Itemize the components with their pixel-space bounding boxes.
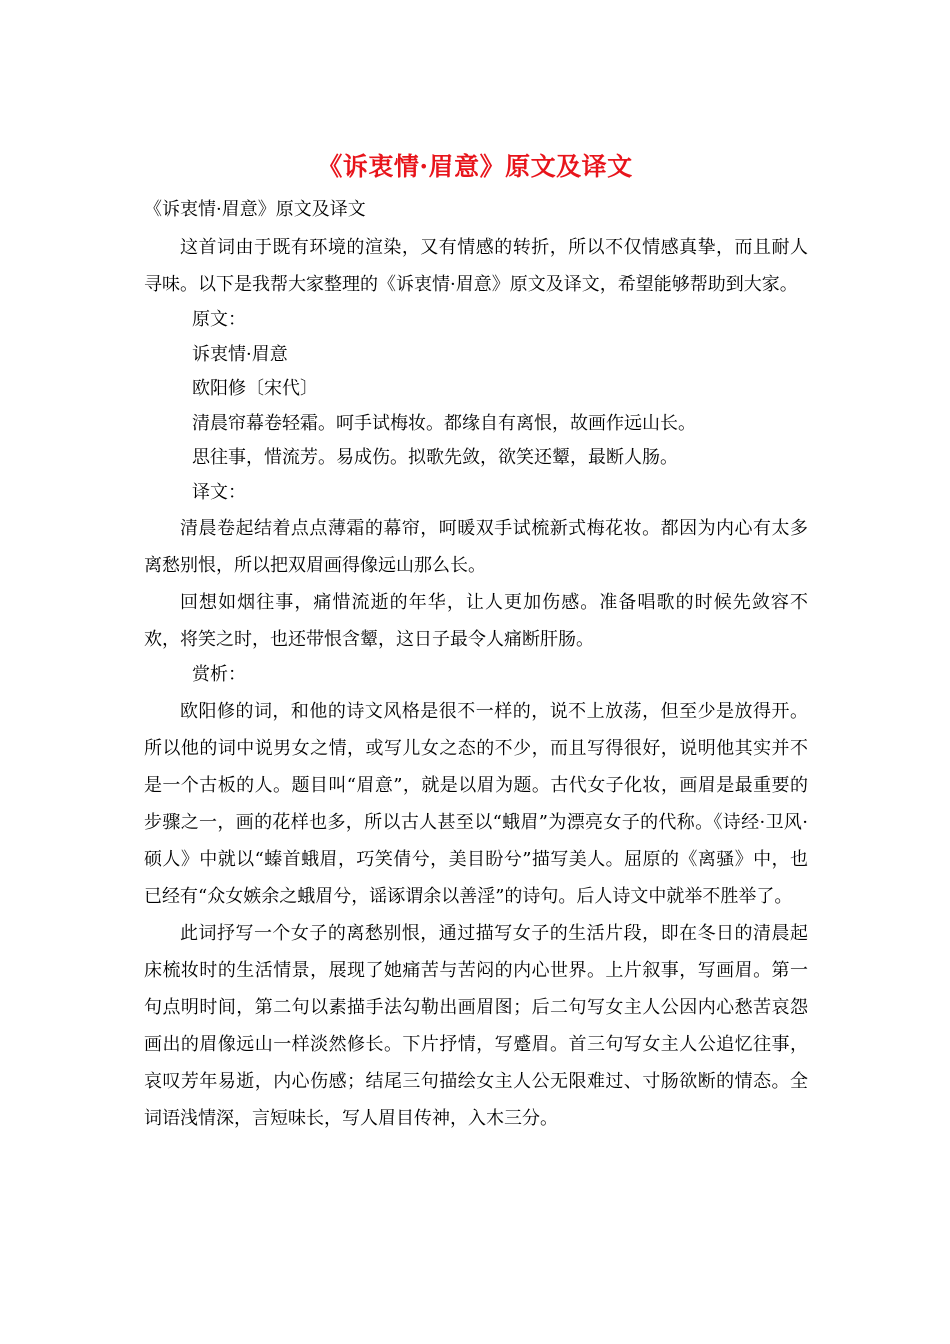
translation-paragraph-1: 清晨卷起结着点点薄霜的幕帘，呵暖双手试梳新式梅花妆。都因为内心有太多离愁别恨，所以把双眉画得像远山那么长。	[144, 518, 808, 576]
original-label: 原文：	[192, 309, 246, 330]
appreciation-label: 赏析：	[192, 664, 246, 685]
intro-paragraph: 这首词由于既有环境的渲染，又有情感的转折，所以不仅情感真挚，而且耐人寻味。以下是我帮大家整理的《诉衷情·眉意》原文及译文，希望能够帮助到大家。	[144, 237, 808, 295]
poem-title: 诉衷情·眉意	[192, 343, 288, 365]
translation-label: 译文：	[192, 481, 246, 503]
appreciation-paragraph-1: 欧阳修的词，和他的诗文风格是很不一样的，说不上放荡，但至少是放得开。所以他的词中说男女之情，或写儿女之态的不少，而且写得很好，说明他其实并不是一个古板的人。题目叫“眉意”，就是以眉为题。古代女子化妆，画眉是最重要的步骤之一，画的花样也多，所以古人甚至以“蛾眉”为漂亮女子的代称。《诗经·卫风·硕人》中就以“螓首蛾眉，巧笑倩兮，美目盼兮”描写美人。屈原的《离骚》中，也已经有“众女嫉余之蛾眉兮，谣诼谓余以善淫”的诗句。后人诗文中就举不胜举了。	[144, 700, 808, 907]
appreciation-paragraph-2: 此词抒写一个女子的离愁别恨，通过描写女子的生活片段，即在冬日的清晨起床梳妆时的生活情景，展现了她痛苦与苦闷的内心世界。上片叙事，写画眉。第一句点明时间，第二句以素描手法勾勒出画眉图；后二句写女主人公因内心愁苦哀怨画出的眉像远山一样淡然修长。下片抒情，写蹙眉。首三句写女主人公追忆往事，哀叹芳年易逝，内心伤感；结尾三句描绘女主人公无限难过、寸肠欲断的情态。全词语浅情深，言短味长，写人眉目传神，入木三分。	[144, 922, 808, 1129]
poem-line-2: 思往事，惜流芳。易成伤。拟歌先敛，欲笑还颦，最断人肠。	[192, 447, 678, 468]
document-body	[144, 193, 808, 1137]
document-subtitle: 《诉衷情·眉意》原文及译文	[144, 199, 366, 220]
document-title: 《诉衷情·眉意》原文及译文	[317, 152, 633, 181]
poem-line-1: 清晨帘幕卷轻霜。呵手试梅妆。都缘自有离恨，故画作远山长。	[192, 412, 696, 434]
poem-author: 欧阳修〔宋代〕	[192, 378, 318, 399]
translation-paragraph-2: 回想如烟往事，痛惜流逝的年华，让人更加伤感。准备唱歌的时候先敛容不欢，将笑之时，也还带恨含颦，这日子最令人痛断肝肠。	[144, 592, 808, 650]
